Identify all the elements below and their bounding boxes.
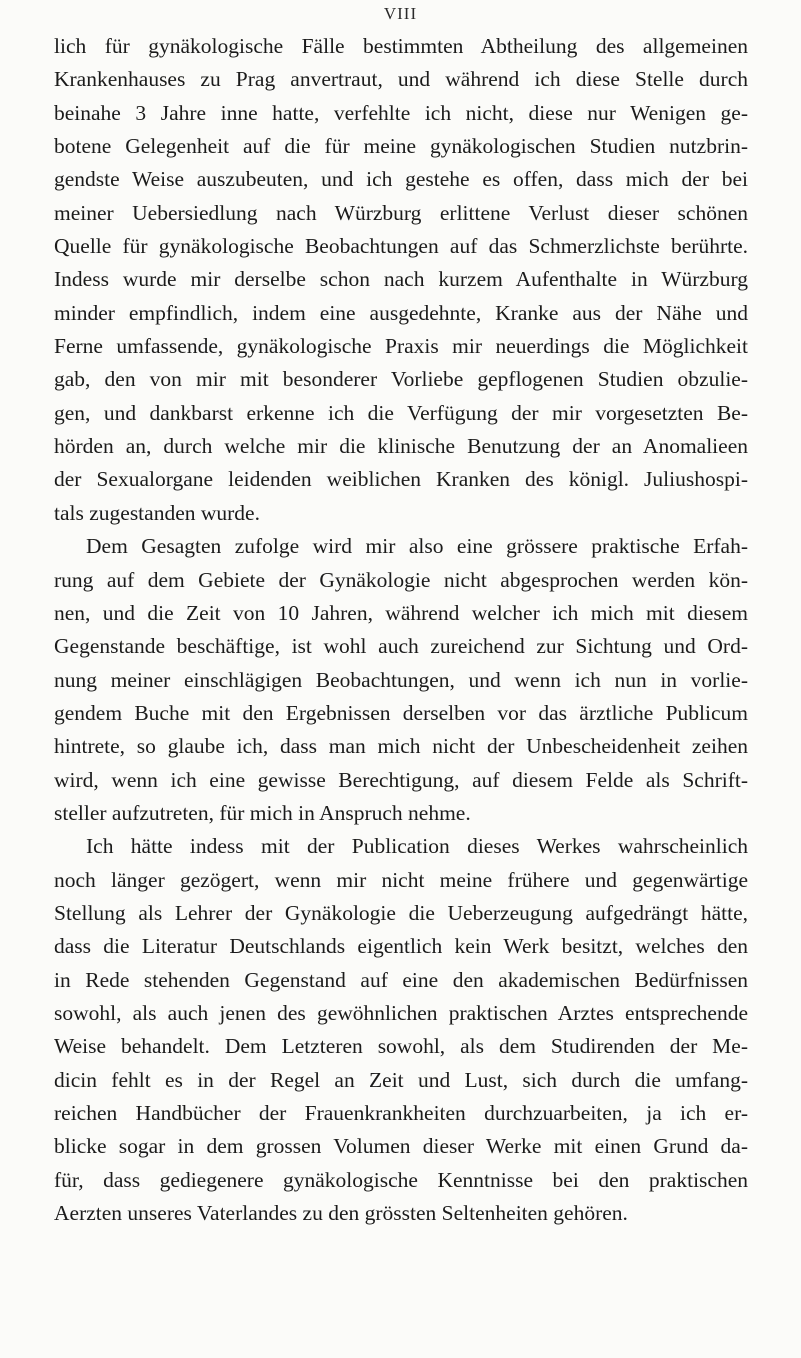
body-text [54, 30, 748, 1230]
text-line: reichen Handbücher der Frauenkrankheiten durchzuarbeiten, ja ich er- [54, 1101, 748, 1125]
text-line: hintrete, so glaube ich, dass man mich nicht der Unbescheidenheit zeihen [54, 734, 748, 759]
text-line: tals zugestanden wurde. [54, 500, 260, 525]
text-line: steller aufzutreten, für mich in Anspruch nehme. [54, 800, 471, 825]
text-line: Weise behandelt. Dem Letzteren sowohl, als dem Studirenden der Me- [54, 1034, 748, 1059]
text-line: Gegenstande beschäftige, ist wohl auch zureichend zur Sichtung und Ord- [54, 634, 748, 659]
text-line: rung auf dem Gebiete der Gynäkologie nicht abgesprochen werden kön- [54, 567, 748, 592]
text-line: wird, wenn ich eine gewisse Berechtigung, auf diesem Felde als Schrift- [54, 767, 748, 792]
text-line: minder empfindlich, indem eine ausgedehnte, Kranke aus der Nähe und [54, 300, 748, 325]
text-line: in Rede stehenden Gegenstand auf eine den akademischen Bedürfnissen [54, 967, 748, 992]
text-line: gendste Weise auszubeuten, und ich gestehe es offen, dass mich der bei [54, 167, 748, 192]
text-line: Krankenhauses zu Prag anvertraut, und während ich diese Stelle durch [54, 67, 748, 92]
text-line: gen, und dankbarst erkenne ich die Verfügung der mir vorgesetzten Be- [54, 400, 748, 425]
text-line: Ferne umfassende, gynäkologische Praxis mir neuerdings die Möglichkeit [54, 334, 748, 359]
text-line: noch länger gezögert, wenn mir nicht meine frühere und gegenwärtige [54, 867, 748, 892]
text-line: dass die Literatur Deutschlands eigentlich kein Werk besitzt, welches den [54, 934, 748, 959]
text-line: für, dass gediegenere gynäkologische Kenntnisse bei den praktischen [54, 1167, 748, 1192]
text-line: beinahe 3 Jahre inne hatte, verfehlte ich nicht, diese nur Wenigen ge- [54, 100, 748, 125]
text-line: gendem Buche mit den Ergebnissen derselben vor das ärztliche Publicum [54, 700, 748, 725]
text-line: gab, den von mir mit besonderer Vorliebe gepflogenen Studien obzulie- [54, 367, 748, 392]
text-line: der Sexualorgane leidenden weiblichen Kranken des königl. Juliushospi- [54, 467, 748, 492]
text-line: nung meiner einschlägigen Beobachtungen, und wenn ich nun in vorlie- [54, 667, 748, 692]
text-line: Ich hätte indess mit der Publication dieses Werkes wahrscheinlich [86, 834, 748, 859]
text-line: nen, und die Zeit von 10 Jahren, während welcher ich mich mit diesem [54, 600, 748, 625]
text-line: hörden an, durch welche mir die klinische Benutzung der an Anomalieen [54, 434, 748, 459]
text-line: dicin fehlt es in der Regel an Zeit und Lust, sich durch die umfang- [54, 1067, 748, 1092]
text-line: lich für gynäkologische Fälle bestimmten Abtheilung des allgemeinen [54, 34, 748, 58]
text-line: Indess wurde mir derselbe schon nach kurzem Aufenthalte in Würzburg [54, 267, 748, 292]
text-line: sowohl, als auch jenen des gewöhnlichen praktischen Arztes entsprechende [54, 1000, 748, 1025]
text-line: botene Gelegenheit auf die für meine gynäkologischen Studien nutzbrin- [54, 134, 748, 159]
text-line: Aerzten unseres Vaterlandes zu den grössten Seltenheiten gehören. [54, 1201, 628, 1226]
text-line: Dem Gesagten zufolge wird mir also eine grössere praktische Erfah- [86, 534, 748, 559]
text-line: Quelle für gynäkologische Beobachtungen auf das Schmerzlichste berührte. [54, 234, 748, 259]
text-line: blicke sogar in dem grossen Volumen dieser Werke mit einen Grund da- [54, 1134, 748, 1159]
text-line: meiner Uebersiedlung nach Würzburg erlittene Verlust dieser schönen [54, 200, 748, 225]
page-number: VIII [383, 4, 418, 23]
text-line: Stellung als Lehrer der Gynäkologie die Ueberzeugung aufgedrängt hätte, [54, 900, 748, 925]
